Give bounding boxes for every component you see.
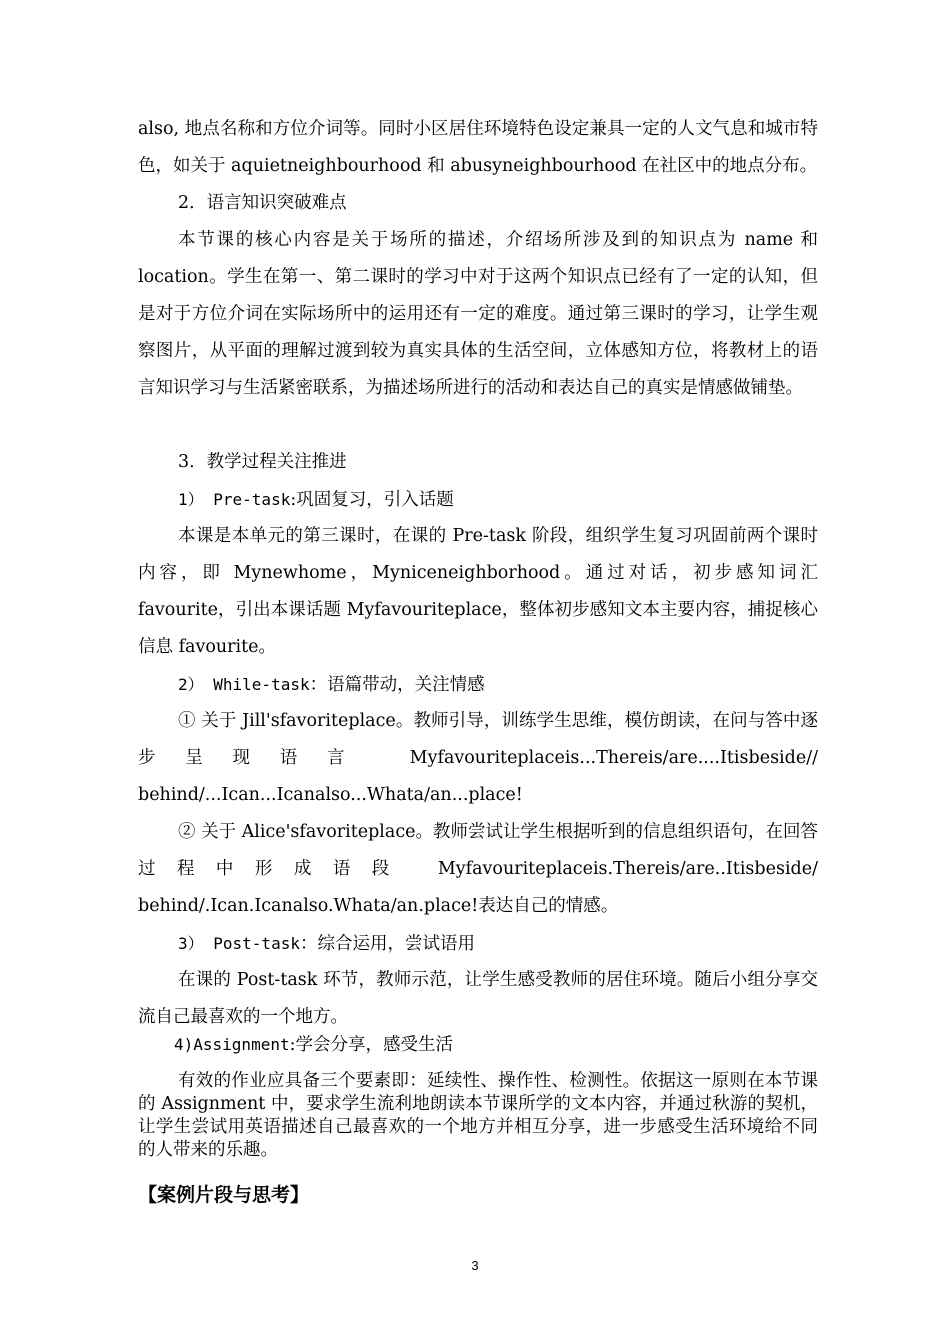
paragraph-intro bbox=[138, 111, 818, 185]
page-number: 3 bbox=[471, 1258, 479, 1273]
paragraph-alice bbox=[138, 814, 818, 925]
subsection-title: 3．教学过程关注推进 bbox=[178, 452, 347, 472]
paragraph-text: 有效的作业应具备三个要素即：延续性、操作性、检测性。依据这一原则在本节课的 Assignment 中，要求学生流利地朗读本节课所学的文本内容，并通过秋游的契机，让学生尝试用英语描述自己最喜欢的一个地方并相互分享，进一步感受生活环境给不同的人带来的乐趣。 bbox=[138, 1071, 818, 1160]
paragraph-pre-task bbox=[138, 518, 818, 666]
paragraph-post-task bbox=[138, 962, 818, 1036]
paragraph-text: also, 地点名称和方位介词等。同时小区居住环境特色设定兼具一定的人文气息和城市特色，如关于 aquietneighbourhood 和 abusyneighbourhood 在社区中的地点分布。 bbox=[138, 119, 818, 176]
step-assignment bbox=[138, 1033, 818, 1057]
paragraph-text: ② 关于 Alice'sfavoriteplace。教师尝试让学生根据听到的信息组织语句，在回答过程中形成语段 Myfavouriteplaceis.Thereis/are..Itisbeside/ bbox=[138, 822, 818, 879]
step-label: 4)Assignment bbox=[174, 1035, 290, 1054]
subsection-title: 2．语言知识突破难点 bbox=[178, 193, 347, 213]
step-label: 3） Post-task bbox=[178, 934, 300, 953]
paragraph-text: 在课的 Post-task 环节，教师示范，让学生感受教师的居住环境。随后小组分享交流自己最喜欢的一个地方。 bbox=[138, 970, 818, 1027]
paragraph-text-continued: behind/.Ican.Icanalso.Whata/an.place!表达自己的情感。 bbox=[138, 896, 619, 916]
paragraph-text-continued: behind/...Ican...Icanalso...Whata/an...place! bbox=[138, 785, 523, 805]
step-title: ：语篇带动，关注情感 bbox=[309, 675, 485, 695]
step-pre-task bbox=[138, 481, 818, 519]
section-heading: 【案例片段与思考】 bbox=[138, 1184, 310, 1206]
subsection-title-3 bbox=[138, 444, 818, 481]
paragraph-jill bbox=[138, 703, 818, 814]
step-while-task bbox=[138, 666, 818, 704]
paragraph-difficulty bbox=[138, 222, 818, 407]
step-title: :学会分享，感受生活 bbox=[289, 1035, 453, 1055]
paragraph-assignment bbox=[138, 1070, 818, 1162]
step-label: 2） While-task bbox=[178, 675, 310, 694]
step-title: :巩固复习，引入话题 bbox=[290, 490, 454, 510]
paragraph-text: ① 关于 Jill'sfavoriteplace。教师引导，训练学生思维，模仿朗读，在问与答中逐步呈现语言 Myfavouriteplaceis...Thereis/are....Itisbeside// bbox=[138, 711, 818, 768]
paragraph-text: 本节课的核心内容是关于场所的描述，介绍场所涉及到的知识点为 name 和 location。学生在第一、第二课时的学习中对于这两个知识点已经有了一定的认知，但是对于方位介词在实际场所中的运用还有一定的难度。通过第三课时的学习，让学生观察图片，从平面的理解过渡到较为真实具体的生活空间，立体感知方位，将教材上的语言知识学习与生活紧密联系，为描述场所进行的活动和表达自己的真实是情感做铺垫。 bbox=[138, 230, 818, 398]
step-title: ：综合运用，尝试语用 bbox=[299, 934, 475, 954]
step-label: 1） Pre-task bbox=[178, 490, 291, 509]
step-post-task bbox=[138, 925, 818, 963]
paragraph-text: 本课是本单元的第三课时，在课的 Pre-task 阶段，组织学生复习巩固前两个课时内容，即 Mynewhome，Myniceneighborhood。通过对话，初步感知词汇 favourite，引出本课话题 Myfavouriteplace，整体初步感知文本主要内容，捕捉核心信息 favourite。 bbox=[138, 526, 818, 657]
subsection-title-2 bbox=[138, 185, 818, 222]
